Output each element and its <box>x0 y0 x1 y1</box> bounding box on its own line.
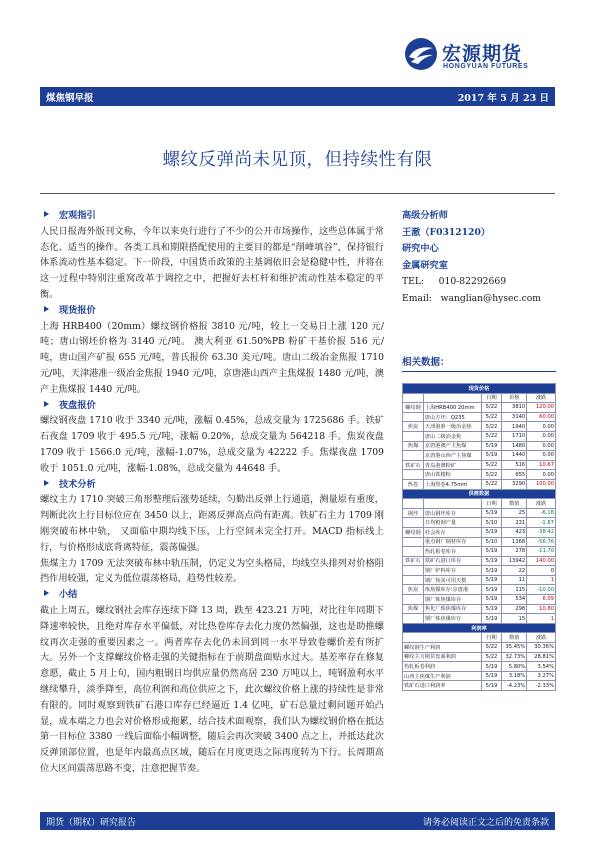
row-change: -38.42 <box>527 527 556 537</box>
row-change: 1 <box>527 614 556 624</box>
row-item: 热轧板卷库存 <box>423 547 481 557</box>
row-item: 螺纹钢生产利润 <box>403 643 482 653</box>
row-change: 10.80 <box>527 604 556 614</box>
analyst-dept: 研究中心 <box>402 243 439 255</box>
section-heading-macro: 宏观指引 <box>44 208 384 224</box>
column-header: 数值 <box>502 499 527 509</box>
table-row <box>403 479 556 489</box>
row-date: 5/22 <box>481 470 502 480</box>
row-item: 社会库存 <box>423 527 481 537</box>
row-item: 唐山二级冶金焦 <box>423 431 481 441</box>
row-date: 5/22 <box>481 422 502 432</box>
row-value: 231 <box>502 518 527 528</box>
row-date: 5/10 <box>481 537 502 547</box>
section-paragraph: 焦煤主力 1709 无法突破布林中轨压制，仍定义为空头格局，均线空头排列对价格阻挡作用较强，定义为低位震荡格局，趋势性较差。 <box>40 557 384 585</box>
table-row <box>403 527 556 537</box>
table-row <box>403 508 556 518</box>
report-date: 2017 年 5 月 23 日 <box>457 93 549 104</box>
row-group <box>403 614 424 624</box>
section-heading-spot: 现货报价 <box>44 303 384 319</box>
table-section-title: 供需数据 <box>403 489 556 499</box>
row-change: 0.00 <box>527 431 556 441</box>
table-row <box>403 566 556 576</box>
brand-logo <box>404 37 554 73</box>
table-row <box>403 547 556 557</box>
footer-disclaimer: 请务必阅读正文之后的免责条款 <box>422 818 549 828</box>
row-value: 13942 <box>502 556 527 566</box>
brand-name-cn: 宏源期货 <box>442 43 523 65</box>
row-value: 115 <box>502 585 527 595</box>
row-group: 铁矿石 <box>403 460 424 470</box>
row-value: 1368 <box>502 537 527 547</box>
row-value: 1710 <box>502 431 527 441</box>
row-group <box>403 537 424 547</box>
row-group: 螺纹钢 <box>403 403 424 413</box>
row-date: 5/22 <box>481 403 502 413</box>
report-type: 煤焦钢早报 <box>46 93 94 104</box>
column-header: 日期 <box>481 393 502 403</box>
row-group: 焦煤 <box>403 441 424 451</box>
analyst-role: 高级分析师 <box>402 210 448 221</box>
row-item: 日均粗钢产量 <box>423 518 481 528</box>
section-heading-summary: 小结 <box>44 587 384 603</box>
table-row <box>403 614 556 624</box>
row-group <box>403 431 424 441</box>
row-change: 120.00 <box>527 403 556 413</box>
analyst-tel: TEL: 010-82292669 <box>402 276 507 288</box>
row-item: 焦化厂炼焦煤库存 <box>423 604 481 614</box>
row-item: 上海HRB400 20mm <box>423 403 481 413</box>
row-change: 0 <box>527 566 556 576</box>
column-header: 日期 <box>481 633 502 643</box>
row-value: 1480 <box>502 441 527 451</box>
table-row <box>403 431 556 441</box>
report-title: 螺纹反弹尚未见顶，但持续性有限 <box>162 150 433 170</box>
row-change: -2.33% <box>527 681 556 691</box>
title-divider <box>40 193 555 194</box>
table-row <box>403 585 556 595</box>
row-item: 钢厂炼焦煤库存 <box>423 614 481 624</box>
row-group <box>403 547 424 557</box>
row-group: 铁矿石 <box>403 556 424 566</box>
main-content <box>40 208 384 777</box>
row-date: 5/19 <box>481 451 502 461</box>
row-value: 15 <box>502 614 527 624</box>
row-change: -10.00 <box>527 585 556 595</box>
table-row <box>403 403 556 413</box>
row-item: 铁矿石进口利润率 <box>403 681 482 691</box>
row-item: 钢厂焦炭可用天数 <box>423 575 481 585</box>
table-row <box>403 470 556 480</box>
column-header <box>403 633 482 643</box>
row-date: 5/22 <box>481 460 502 470</box>
row-group: 热卷 <box>403 479 424 489</box>
table-row <box>403 451 556 461</box>
column-header <box>423 499 481 509</box>
row-item: 热轧板卷利润 <box>403 662 482 672</box>
row-group <box>403 595 424 605</box>
table-section-header <box>403 489 556 499</box>
row-item: 京唐港澳产主焦煤 <box>423 441 481 451</box>
row-item: 京唐港山西产主焦煤 <box>423 451 481 461</box>
triangle-bullet-icon <box>44 480 49 486</box>
row-group: 焦炭 <box>403 585 424 595</box>
row-group <box>403 451 424 461</box>
row-date: 5/19 <box>481 508 502 518</box>
row-group: 焦煤 <box>403 604 424 614</box>
triangle-bullet-icon <box>44 401 49 407</box>
section-paragraph: 人民日报海外版刊文称，今年以来央行进行了不少的公开市场操作，这些总体属于常态化、适当的操作。各类工具和期限搭配使用的主要目的都是“削峰填谷”，保持银行体系流动性基本稳定。下一阶段，中国货币政策的主基调依旧会是稳健中性，并将在这一过程中特别注重窝改革于调控之中，把握好去杠杆和维护流动性基本稳定的平衡。 <box>40 225 384 300</box>
table-section-title: 现货价格 <box>403 384 556 394</box>
triangle-bullet-icon <box>44 211 49 217</box>
row-group: 螺纹钢 <box>403 527 424 537</box>
row-value: 1940 <box>502 422 527 432</box>
row-value: 25 <box>502 508 527 518</box>
row-value: 22 <box>502 566 527 576</box>
row-group <box>403 470 424 480</box>
column-header: 日期 <box>481 499 502 509</box>
table-section-header <box>403 384 556 394</box>
row-date: 5/19 <box>481 441 502 451</box>
table-row <box>403 643 556 653</box>
table-section-header <box>403 623 556 633</box>
row-group <box>403 575 424 585</box>
row-date: 5/19 <box>481 604 502 614</box>
table-row <box>403 460 556 470</box>
row-group <box>403 412 424 422</box>
analyst-email[interactable]: Email: wanglian@hysec.com <box>402 292 541 304</box>
row-item: 螺纹主力期货盘面利润 <box>403 652 482 662</box>
row-date: 5/19 <box>481 556 502 566</box>
row-value: 298 <box>502 604 527 614</box>
table-column-header <box>403 393 556 403</box>
row-item: 唐山铁精粉 <box>423 470 481 480</box>
row-value: 516 <box>502 460 527 470</box>
row-change: -1.87 <box>527 518 556 528</box>
table-row <box>403 441 556 451</box>
row-change: 28.81% <box>527 652 556 662</box>
row-change: 0.00 <box>527 441 556 451</box>
row-value: 3.18% <box>502 671 527 681</box>
table-row <box>403 595 556 605</box>
triangle-bullet-icon <box>44 306 49 312</box>
triangle-bullet-icon <box>44 590 49 596</box>
column-header: 涨跌 <box>527 633 556 643</box>
table-column-header <box>403 633 556 643</box>
column-header: 价格 <box>502 393 527 403</box>
data-table <box>402 383 556 691</box>
row-date: 5/22 <box>481 652 502 662</box>
row-item: 铁矿石港口库存 <box>423 556 481 566</box>
row-date: 5/19 <box>481 547 502 557</box>
row-value: 534 <box>502 595 527 605</box>
row-value: 3290 <box>502 479 527 489</box>
row-date: 5/19 <box>481 527 502 537</box>
analyst-info <box>402 208 556 308</box>
row-change: 1 <box>527 575 556 585</box>
row-value: -4.23% <box>502 681 527 691</box>
column-header: 数值 <box>502 633 527 643</box>
row-date: 5/19 <box>481 662 502 672</box>
row-change: -56.76 <box>527 537 556 547</box>
hongyuan-logo-icon <box>404 37 438 71</box>
column-header <box>423 393 481 403</box>
section-paragraph: 螺纹钢夜盘 1710 收于 3340 元/吨，涨幅 0.45%，总成交量为 1725686 手。铁矿石夜盘 1709 收于 495.5 元/吨，涨幅 0.20%，总成交量为 564218 手。焦炭夜盘 1709 收于 1566.0 元/吨，涨幅-1.07%，总成交量为 42222 手。焦煤夜盘 1709 收于 1051.0 元/吨，涨幅-1.08%，总成交量为 44648 手。 <box>40 415 384 474</box>
row-date: 5/19 <box>481 575 502 585</box>
row-date: 5/19 <box>481 595 502 605</box>
table-row <box>403 652 556 662</box>
row-change: 6.09 <box>527 595 556 605</box>
row-item: 炼焦煤库存:京唐港 <box>423 585 481 595</box>
row-date: 5/22 <box>481 412 502 422</box>
section-heading-technical: 技术分析 <box>44 477 384 493</box>
analyst-name: 王澈（F0312120） <box>402 226 491 238</box>
row-value: 423 <box>502 527 527 537</box>
row-change: -6.18 <box>527 508 556 518</box>
row-date: 5/19 <box>481 614 502 624</box>
table-row <box>403 518 556 528</box>
table-row <box>403 604 556 614</box>
row-date: 5/19 <box>481 585 502 595</box>
brand-name-en: HONGYUAN FUTURES <box>443 63 529 70</box>
row-value: 5.80% <box>502 662 527 672</box>
row-change: 30.36% <box>527 643 556 653</box>
table-row <box>403 662 556 672</box>
section-paragraph: 上海 HRB400（20mm）螺纹钢价格报 3810 元/吨，较上一交易日上涨 120 元/吨；唐山钢坯价格为 3140 元/吨。 澳大利亚 61.50%PB 粉矿干基价报 516 元/吨，唐山国产矿报 655 元/吨，普氏报价 63.30 美元/吨。唐山二级冶金焦报 1710 元/吨，天津港准一级冶金焦报 1940 元/吨，京唐港山西产主焦煤报 1480 元/吨，澳产主焦煤报 1440 元/吨。 <box>40 320 384 395</box>
table-row <box>403 537 556 547</box>
table-section-title: 利润率 <box>403 623 556 633</box>
row-value: 1440 <box>502 451 527 461</box>
section-paragraph: 螺纹主力 1710 突破三角形整理后涨势延续，匀勤出反弹上行通道，测量原有重度，判断此次上行目标位应在 3450 以上，距离反弹高点尚有距离。铁矿石主力 1709 刚刚突破布林中轨， 又面临中期均线下压，上行空间未完全打开。MACD 指标线上行，与价格形成底背离特征，震荡偏强。 <box>40 494 384 553</box>
analyst-subdept: 金属研究室 <box>402 259 448 271</box>
row-change: 60.00 <box>527 412 556 422</box>
row-change: 3.27% <box>527 671 556 681</box>
row-date: 5/22 <box>481 643 502 653</box>
row-value: 35.45% <box>502 643 527 653</box>
row-value: 32.73% <box>502 652 527 662</box>
row-value: 278 <box>502 547 527 557</box>
row-change: 10.67 <box>527 460 556 470</box>
row-date: 5/19 <box>481 681 502 691</box>
table-column-header <box>403 499 556 509</box>
row-item: 重点钢厂钢材库存 <box>423 537 481 547</box>
row-value: 655 <box>502 470 527 480</box>
row-date: 5/19 <box>481 566 502 576</box>
row-change: -11.70 <box>527 547 556 557</box>
row-date: 5/22 <box>481 431 502 441</box>
table-row <box>403 556 556 566</box>
row-date: 5/10 <box>481 518 502 528</box>
row-item: 钢厂炉料库存 <box>423 566 481 576</box>
row-group <box>403 518 424 528</box>
row-change: 100.00 <box>527 479 556 489</box>
row-date: 5/19 <box>481 671 502 681</box>
table-row <box>403 412 556 422</box>
row-change: 0.00 <box>527 422 556 432</box>
column-header <box>403 393 424 403</box>
row-group <box>403 566 424 576</box>
row-item: 青岛港澳粉矿 <box>423 460 481 470</box>
row-change: 3.54% <box>527 662 556 672</box>
column-header: 涨跌 <box>527 499 556 509</box>
table-row <box>403 671 556 681</box>
table-row <box>403 422 556 432</box>
section-heading-night: 夜盘报价 <box>44 398 384 414</box>
row-group: 钢坯 <box>403 508 424 518</box>
section-paragraph: 截止上周五，螺纹钢社会库存连续下降 13 周，跌至 423.21 万吨，对比往年同期下降速率较快，且绝对库存水平偏低，对比热卷库存去化力度仍然偏强，这也是助推螺纹再次走强的重要因素之一。两者库存去化仍未回到同一水平导致卷螺价差有所扩大。另外一个支撑螺纹价格走强的关键指标在于前期盘面贴水过大。基差率存在修复意愿，截止 5 月上旬，国内粗钢日均供应量仍然高居 230 万吨以上，吨钢盈利水平继续攀升，淡季降至，高位利润和高位供应之下，此次螺纹价格上涨的持续性是非常有限的。同时观察到铁矿石港口库存已经逼近 1.4 亿吨，矿石总量过剩问题开始凸显，成本端之力也会对价格形成拖累，结合技术面观察，我们认为螺纹钢价格在抵达第一目标位 3380 一线后面临小幅调整，随后会再次突破 3400 点之上，并抵达此次反弹顶部位置，也是年内最高点区域，随后在月度更迭之际再度转为下行。长周期高位大区间震荡思路不变，注意把握节奏。 <box>40 604 384 774</box>
row-value: 11 <box>502 575 527 585</box>
row-item: 钢厂炼焦煤库存 <box>423 595 481 605</box>
related-divider <box>402 371 556 372</box>
row-group: 焦炭 <box>403 422 424 432</box>
report-header-bar <box>40 87 555 106</box>
row-value: 3810 <box>502 403 527 413</box>
row-item: 唐山方坯：Q235 <box>423 412 481 422</box>
row-item: 天津港准一级冶金焦 <box>423 422 481 432</box>
table-row <box>403 575 556 585</box>
column-header <box>403 499 424 509</box>
row-item: 山西主焦煤生产利润 <box>403 671 482 681</box>
table-row <box>403 681 556 691</box>
row-change: 140.00 <box>527 556 556 566</box>
footer-left: 期货（期权）研究报告 <box>46 818 137 828</box>
row-item: 唐山钢坯库存 <box>423 508 481 518</box>
footer-bar <box>40 812 555 830</box>
related-data-label: 相关数据： <box>402 357 450 368</box>
column-header: 涨跌 <box>527 393 556 403</box>
row-value: 3140 <box>502 412 527 422</box>
row-change: 0.00 <box>527 451 556 461</box>
row-date: 5/22 <box>481 479 502 489</box>
row-item: 上海热卷4.75mm <box>423 479 481 489</box>
row-change: 0.00 <box>527 470 556 480</box>
